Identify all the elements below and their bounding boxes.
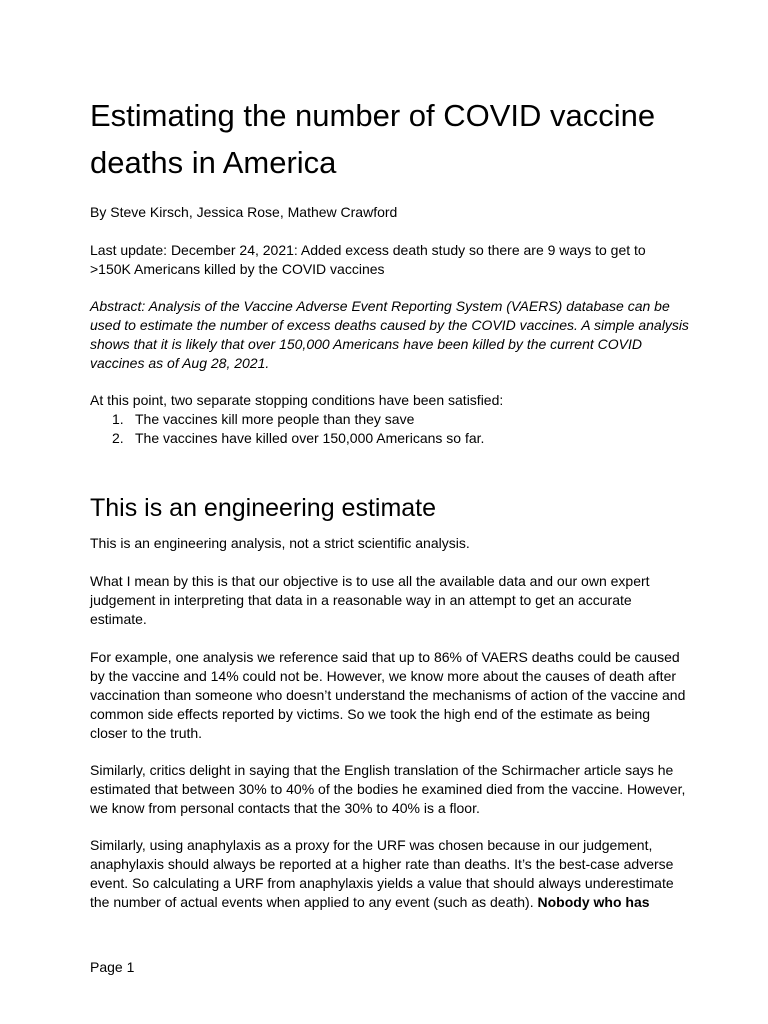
paragraph-5-text: Similarly, using anaphylaxis as a proxy for the URF was chosen because in our judgement, anaphylaxis should always be reported at a higher rate than deaths. It’s the best-case adverse event. So calculating a URF from anaphylaxis yields a value that should always underestimate the number of actual events when applied to any event (such as death). <box>90 837 674 910</box>
list-item <box>90 410 690 429</box>
stopping-intro: At this point, two separate stopping conditions have been satisfied: <box>90 392 504 408</box>
authors-line: By Steve Kirsch, Jessica Rose, Mathew Crawford <box>90 204 398 220</box>
section-heading: This is an engineering estimate <box>90 494 437 522</box>
paragraph-1: This is an engineering analysis, not a strict scientific analysis. <box>90 535 470 551</box>
list-item-number: 1. <box>112 411 124 427</box>
list-item <box>90 429 690 448</box>
paragraph-5 <box>90 836 690 912</box>
list-item-number: 2. <box>112 430 124 446</box>
paragraph-5-bold: Nobody who has <box>537 894 650 910</box>
list-item-text: The vaccines have killed over 150,000 Americans so far. <box>135 430 485 446</box>
abstract: Abstract: Analysis of the Vaccine Adverse Event Reporting System (VAERS) database can be used to estimate the number of excess deaths caused by the COVID vaccines. A simple analysis shows that it is likely that over 150,000 Americans have been killed by the current COVID vaccines as of Aug 28, 2021. <box>90 298 689 371</box>
document-title: Estimating the number of COVID vaccine deaths in America <box>90 98 656 180</box>
paragraph-2: What I mean by this is that our objective is to use all the available data and our own expert judgement in interpreting that data in a reasonable way in an attempt to get an accurate estimate. <box>90 573 650 627</box>
last-update: Last update: December 24, 2021: Added excess death study so there are 9 ways to get to >150K Americans killed by the COVID vaccines <box>90 242 646 277</box>
paragraph-3: For example, one analysis we reference said that up to 86% of VAERS deaths could be caused by the vaccine and 14% could not be. However, we know more about the causes of death after vaccination than someone who doesn’t understand the mechanisms of action of the vaccine and common side effects reported by victims. So we took the high end of the estimate as being closer to the truth. <box>90 649 686 741</box>
paragraph-4: Similarly, critics delight in saying that the English translation of the Schirmacher article says he estimated that between 30% to 40% of the bodies he examined died from the vaccine. However, we know from personal contacts that the 30% to 40% is a floor. <box>90 762 686 816</box>
stopping-conditions-list <box>90 410 690 448</box>
page-number: Page 1 <box>90 959 135 975</box>
list-item-text: The vaccines kill more people than they save <box>135 411 415 427</box>
